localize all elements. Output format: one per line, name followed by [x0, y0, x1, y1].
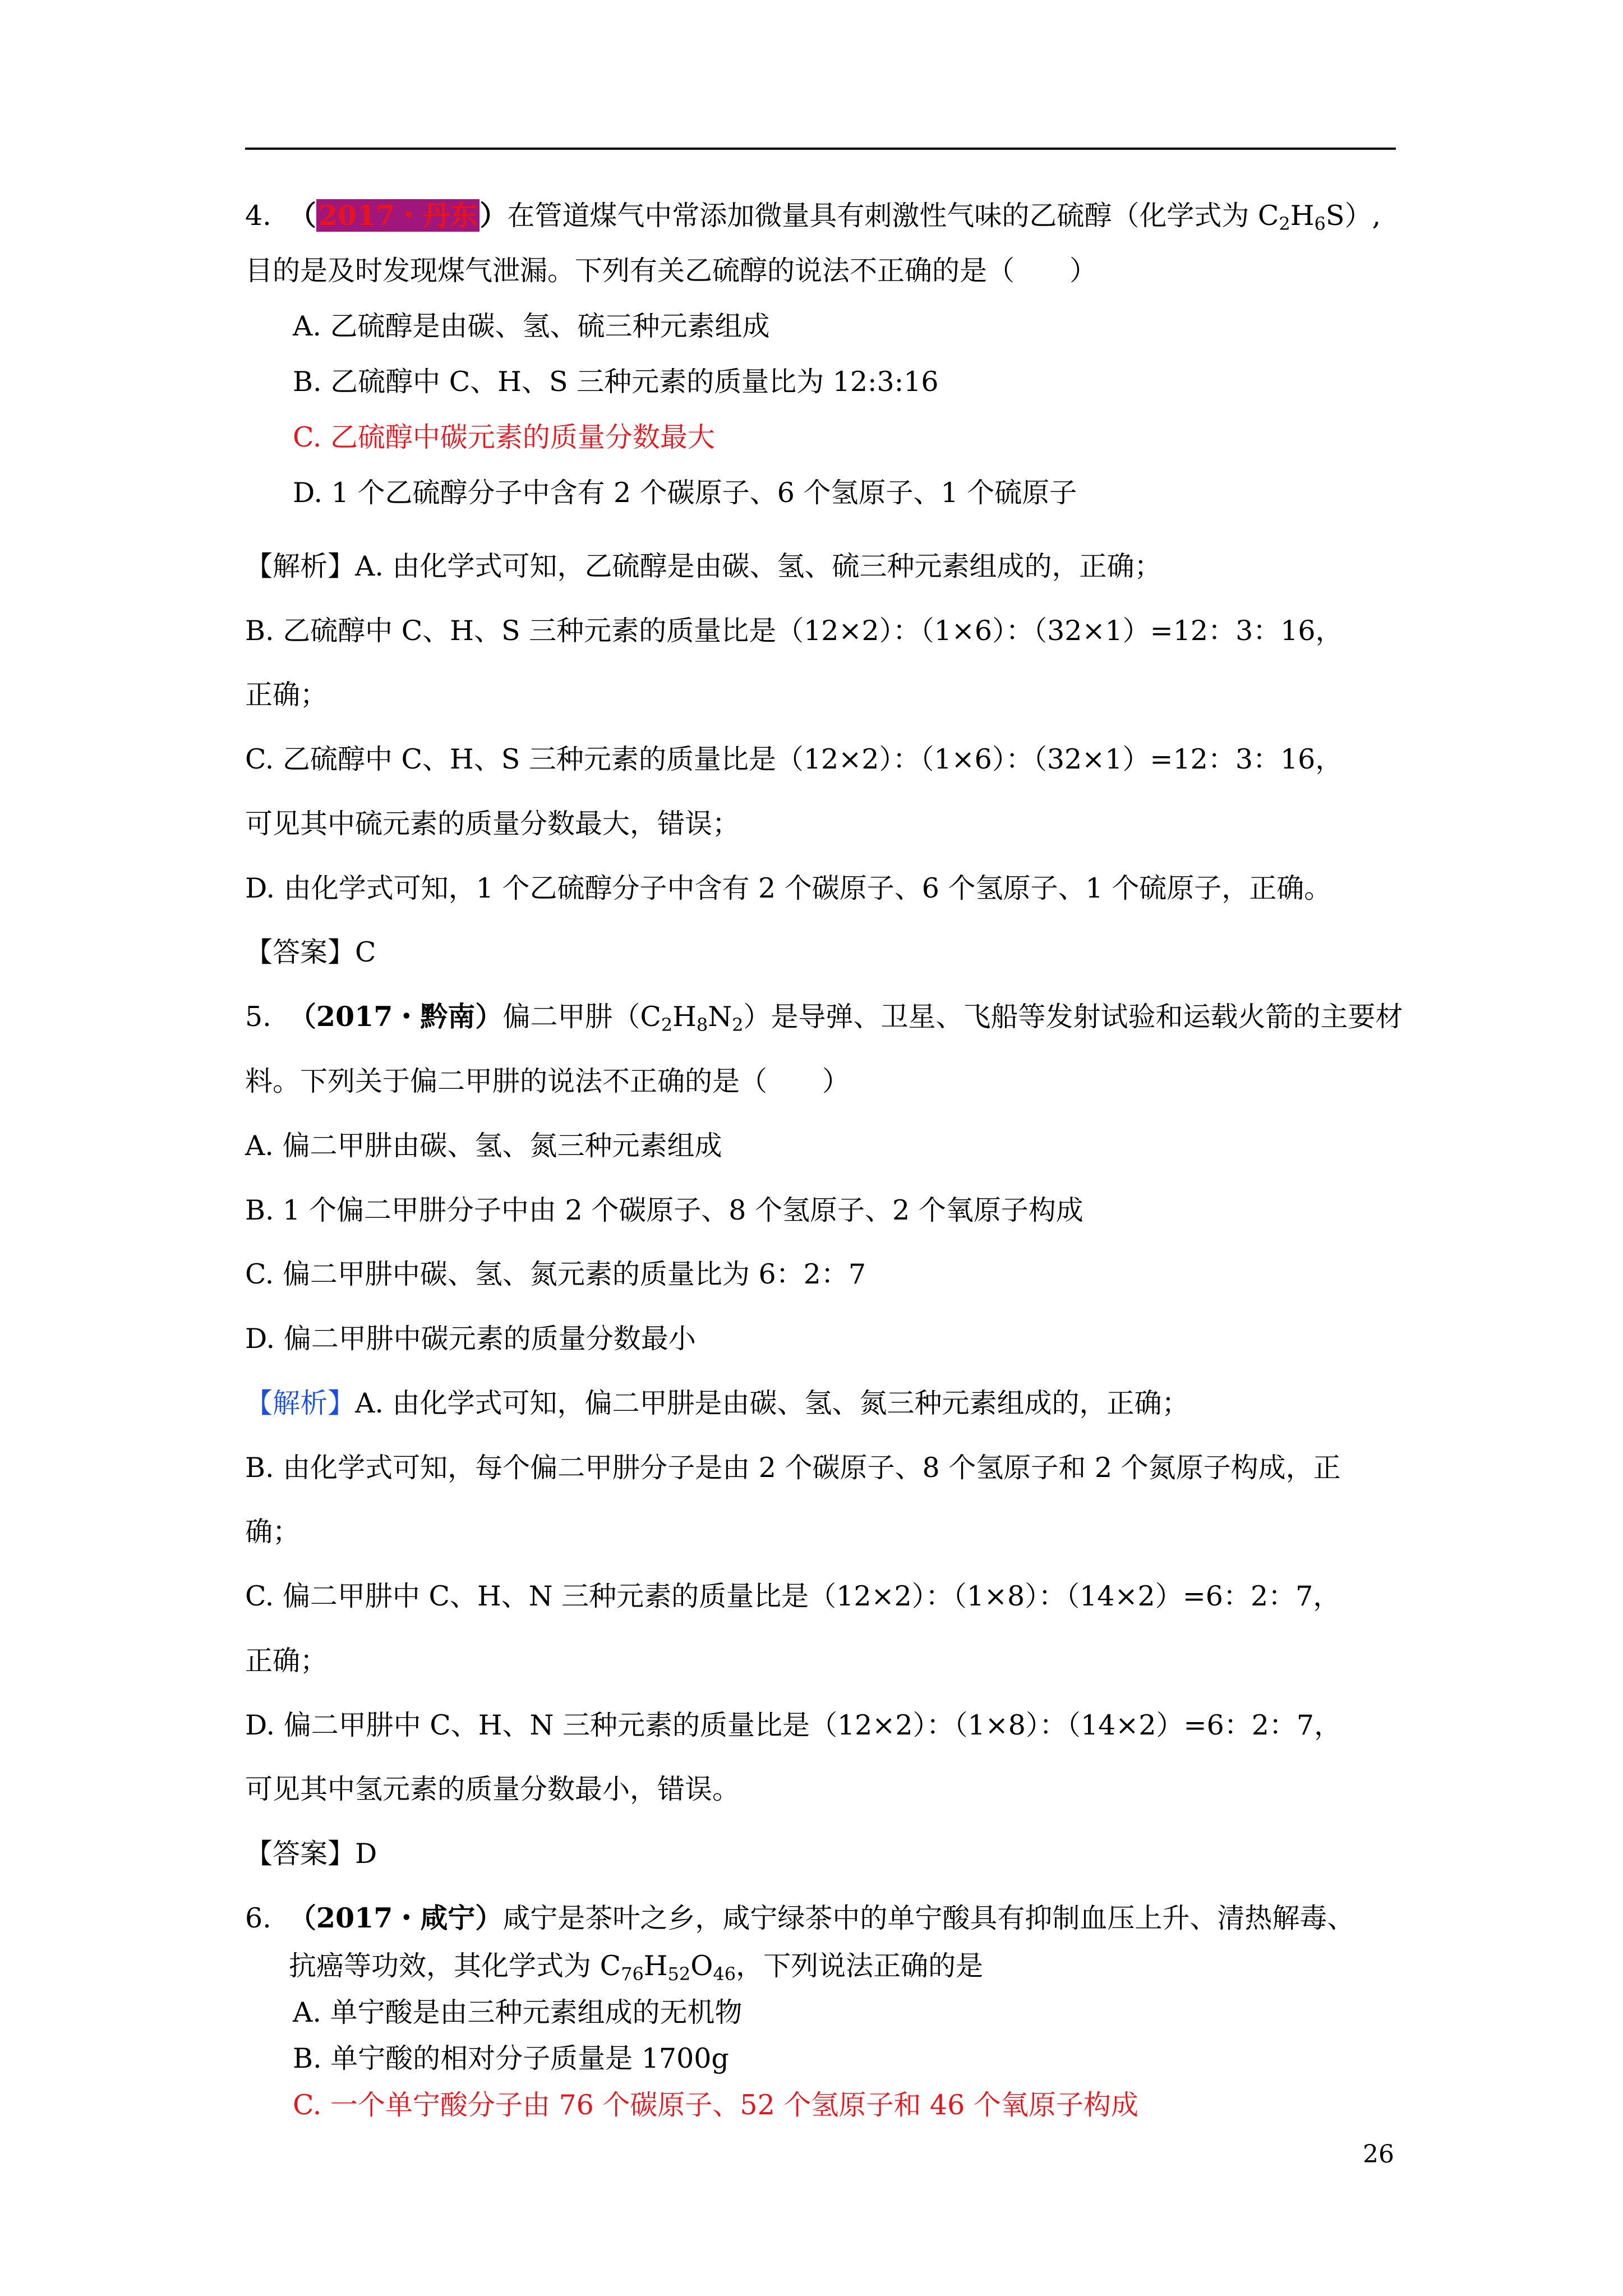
q4-stem-line2: 目的是及时发现煤气泄漏。下列有关乙硫醇的说法不正确的是（ ） [245, 255, 1098, 287]
q4-option-a: A. 乙硫醇是由碳、氢、硫三种元素组成 [293, 310, 770, 342]
q5-analysis-6: D. 偏二甲肼中 C、H、N 三种元素的质量比是（12×2）：（1×8）：（14×2）=6：2：7， [245, 1709, 1342, 1741]
q5-analysis-5: 正确； [245, 1645, 328, 1677]
q6-option-a: A. 单宁酸是由三种元素组成的无机物 [293, 1996, 743, 2028]
q4-analysis-2: B. 乙硫醇中 C、H、S 三种元素的质量比是（12×2）：（1×6）：（32×1）=12：3：16， [245, 615, 1343, 647]
q6-source-tag: （2017・咸宁） [288, 1902, 503, 1934]
q6-stem-line1: 6. （2017・咸宁）咸宁是茶叶之乡，咸宁绿茶中的单宁酸具有抑制血压上升、清热解毒、 [245, 1902, 1355, 1934]
q5-option-b: B. 1 个偏二甲肼分子中由 2 个碳原子、8 个氢原子、2 个氧原子构成 [245, 1194, 1083, 1226]
q4-analysis-1: 【解析】A. 由化学式可知，乙硫醇是由碳、氢、硫三种元素组成的，正确； [245, 550, 1162, 582]
q6-stem-line2: 抗癌等功效，其化学式为 $C_{76}H_{52}O_{46}$，下列说法正确的是 [289, 1950, 984, 1985]
q6-number: 6. [245, 1902, 271, 1934]
q5-stem-line2: 料。下列关于偏二甲肼的说法不正确的是（ ） [245, 1065, 850, 1097]
q4-number: 4. [245, 200, 271, 232]
q4-source-tag: 2017・丹东 [316, 199, 479, 232]
q5-analysis-7: 可见其中氢元素的质量分数最小，错误。 [245, 1773, 740, 1805]
q6-option-c: C. 一个单宁酸分子由 76 个碳原子、52 个氢原子和 46 个氧原子构成 [293, 2089, 1138, 2121]
q4-analysis-3: 正确； [245, 679, 328, 711]
q4-analysis-4: C. 乙硫醇中 C、H、S 三种元素的质量比是（12×2）：（1×6）：（32×1）=12：3：16， [245, 743, 1343, 775]
q4-stem-line1: 4. （2017・丹东）在管道煤气中常添加微量具有刺激性气味的乙硫醇（化学式为 $C_2H_6S$）, [245, 199, 1381, 234]
q5-analysis-1: 【解析】A. 由化学式可知，偏二甲肼是由碳、氢、氮三种元素组成的，正确； [245, 1387, 1189, 1419]
q4-answer: 【答案】C [245, 936, 376, 968]
q5-option-d: D. 偏二甲肼中碳元素的质量分数最小 [245, 1323, 696, 1355]
q5-stem-line1: 5. （2017・黔南）偏二甲肼$(C_2H_8N_2)$是导弹、卫星、飞船等发射试验和运载火箭的主要材 [245, 1000, 1403, 1036]
page-number: 26 [1363, 2140, 1394, 2169]
q4-option-b: B. 乙硫醇中 C、H、S 三种元素的质量比为 12:3:16 [293, 366, 939, 398]
q5-analysis-4: C. 偏二甲肼中 C、H、N 三种元素的质量比是（12×2）：（1×8）：（14×2）=6：2：7， [245, 1580, 1341, 1612]
q5-number: 5. [245, 1001, 271, 1033]
q5-answer: 【答案】D [245, 1838, 377, 1870]
q4-option-c: C. 乙硫醇中碳元素的质量分数最大 [293, 421, 715, 453]
q5-option-a: A. 偏二甲肼由碳、氢、氮三种元素组成 [245, 1130, 722, 1162]
q5-analysis-2: B. 由化学式可知，每个偏二甲肼分子是由 2 个碳原子、8 个氢原子和 2 个氮原子构成，正 [245, 1452, 1341, 1484]
q5-source-tag: （2017・黔南） [288, 1000, 503, 1033]
q5-option-c: C. 偏二甲肼中碳、氢、氮元素的质量比为 6：2：7 [245, 1258, 866, 1290]
q4-analysis-6: D. 由化学式可知，1 个乙硫醇分子中含有 2 个碳原子、6 个氢原子、1 个硫原子，正确。 [245, 872, 1332, 904]
header-rule [245, 148, 1396, 150]
q4-option-d: D. 1 个乙硫醇分子中含有 2 个碳原子、6 个氢原子、1 个硫原子 [293, 477, 1077, 509]
q5-analysis-3: 确； [245, 1516, 301, 1548]
q6-option-b: B. 单宁酸的相对分子质量是 1700g [293, 2042, 729, 2074]
q4-analysis-5: 可见其中硫元素的质量分数最大，错误； [245, 808, 740, 840]
q5-analysis-label: 【解析】 [245, 1387, 356, 1419]
